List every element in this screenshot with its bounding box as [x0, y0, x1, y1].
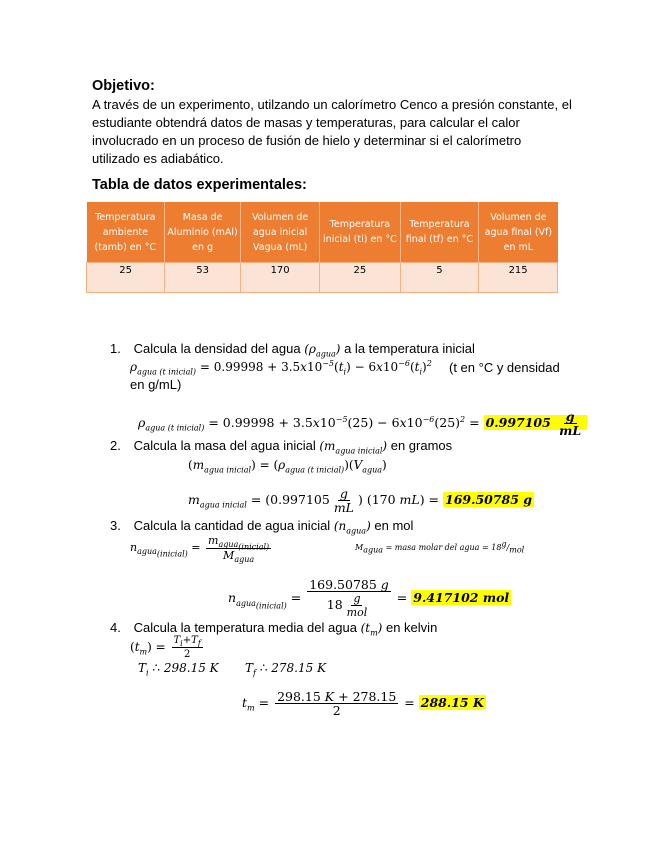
- formula-note-2: en g/mL): [130, 377, 182, 392]
- step-text: Calcula la masa del agua inicial: [133, 438, 316, 453]
- objective-heading: Objetivo:: [92, 78, 155, 94]
- step-text: Calcula la densidad del agua: [133, 341, 301, 356]
- value-cell: 170: [241, 263, 320, 293]
- header-cell: Temperatura inicial (ti) en °C: [320, 202, 400, 263]
- step-text: Calcula la temperatura media del agua: [133, 620, 357, 635]
- objective-text: A través de un experimento, utilzando un calorímetro Cenco a presión constante, el estudiante obtendrá datos de masas y temperaturas, para calcular el calor involucrado en un proceso de fusión de hielo y determinar si el calorímetro utilizado es adiabático.: [92, 97, 572, 166]
- step-3-title: 3. Calcula la cantidad de agua inicial $(n_{agua})$ en mol: [110, 518, 414, 536]
- formula-note: (t en °C y densidad: [449, 360, 560, 375]
- experimental-data-table: [86, 202, 558, 293]
- density-result-equation: $\rho_{agua (t inicial)} = 0.99998 + 3.5x10^{-5}(25) - 6x10^{-6}(25)^2 = 0.997105$ $\frac{g}{mL}$: [138, 410, 587, 437]
- value-cell: 25: [320, 263, 400, 293]
- header-cell: Temperatura final (tf) en °C: [400, 202, 479, 263]
- step-number: 2.: [110, 438, 121, 453]
- mean-temp-result: 288.15 K: [420, 695, 484, 710]
- step-text-after: en mol: [374, 518, 414, 533]
- step-4-title: 4. Calcula la temperatura media del agua $(t_m)$ en kelvin: [110, 620, 438, 638]
- mean-temp-result-equation: $t_m$ = $\frac{298.15 K + 278.15}{2}$ = 288.15 K: [242, 689, 484, 718]
- header-cell: Volumen de agua inicial Vagua (mL): [241, 202, 320, 263]
- molar-mass-note: $M_{agua}$ = masa molar del agua = $18^g/_{mol}$: [355, 539, 525, 555]
- moles-result-equation: $n_{agua_{(inicial)}}$ = 169.50785 g 18 $\frac{g}{\text{mol}}$ = 9.417102 mol: [228, 577, 510, 619]
- table-row: [87, 263, 558, 293]
- ti-value: $T_i$ ∴ 298.15 K: [138, 661, 219, 678]
- value-cell: 25: [87, 263, 165, 293]
- moles-result: 9.417102 mol: [413, 590, 510, 605]
- mass-result-equation: $m_{agua inicial} = (0.997105$ $\frac{g}{mL}$ ) (170 mL) = 169.50785 g: [188, 486, 533, 515]
- header-cell: Temperatura ambiente (tamb) en °C: [87, 202, 165, 263]
- table-heading: Tabla de datos experimentales:: [92, 177, 307, 193]
- value-cell: 53: [165, 263, 241, 293]
- step-text: Calcula la cantidad de agua inicial: [133, 518, 331, 533]
- header-cell: Volumen de agua final (Vf) en mL: [479, 202, 558, 263]
- table-header-row: [87, 202, 558, 263]
- tf-value: $T_f$ ∴ 278.15 K: [245, 661, 327, 678]
- step-number: 4.: [110, 620, 121, 635]
- density-formula: $\rho_{agua (t inicial)} = 0.99998 + 3.5x10^{-5}(t_i) - 6x10^{-6}(t_i)^2$: [130, 359, 432, 377]
- value-cell: 5: [400, 263, 479, 293]
- moles-formula: $n_{agua_{(inicial)}}$ = $\frac{m_{agua_{(inicial)}}}{M_{agua}}$: [130, 534, 270, 564]
- mass-formula: $(m_{agua inicial}) = (\rho_{agua (t inicial)})(V_{agua})$: [188, 458, 387, 475]
- header-cell: Masa de Aluminio (mAl) en g: [165, 202, 241, 263]
- step-1-title: 1. Calcula la densidad del agua $(\rho_{agua})$ a la temperatura inicial: [110, 341, 475, 359]
- step-number: 3.: [110, 518, 121, 533]
- step-text-after: en gramos: [390, 438, 453, 453]
- mean-temp-formula: $(t_m)$ = $\frac{T_i+T_f}{2}$: [130, 635, 201, 660]
- density-result: 0.997105 $\frac{g}{mL}$: [484, 415, 588, 430]
- step-text-after: a la temperatura inicial: [344, 341, 475, 356]
- value-cell: 215: [479, 263, 558, 293]
- step-number: 1.: [110, 341, 121, 356]
- mass-result: 169.50785 g: [445, 492, 533, 507]
- step-text-after: en kelvin: [385, 620, 438, 635]
- step-2-title: 2. Calcula la masa del agua inicial $(m_{agua inicial})$ en gramos: [110, 438, 453, 456]
